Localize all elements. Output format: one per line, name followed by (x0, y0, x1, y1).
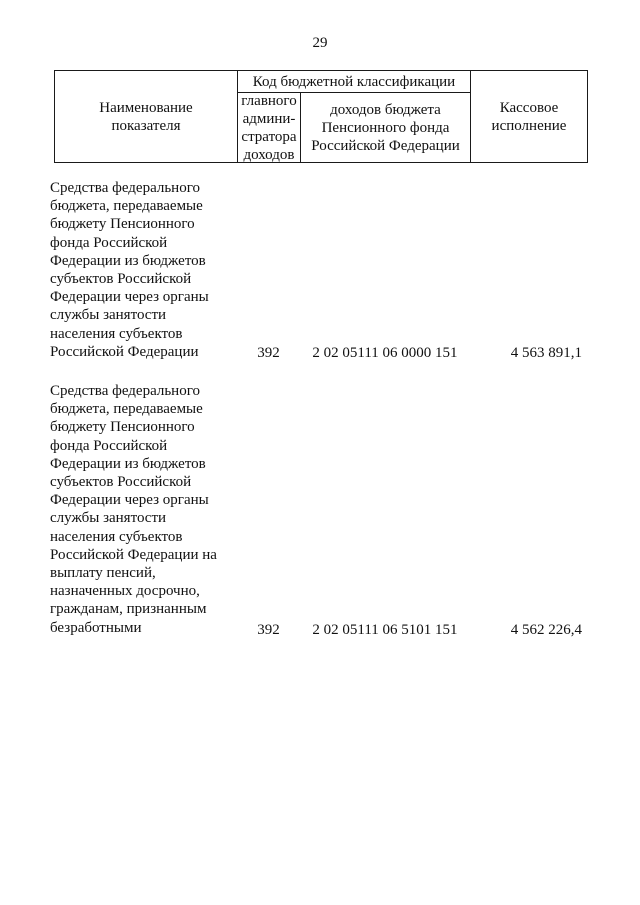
row-income-code: 2 02 05111 06 5101 151 (312, 622, 458, 638)
header-budget-code-group (237, 70, 471, 93)
header-execution (470, 70, 588, 163)
row-admin-code: 392 (257, 345, 280, 361)
header-admin-text: главного админи- стратора доходов (241, 92, 297, 163)
header-name (54, 70, 238, 163)
header-admin (237, 92, 301, 163)
header-name-text: Наименование показателя (99, 99, 193, 134)
row-amount: 4 562 226,4 (510, 622, 582, 638)
row-income-code: 2 02 05111 06 0000 151 (312, 345, 458, 361)
header-income (300, 92, 471, 163)
header-income-text: доходов бюджета Пенсионного фонда Российской Федерации (311, 101, 460, 154)
row-admin-code: 392 (257, 622, 280, 638)
header-budget-code-group-text: Код бюджетной классификации (252, 73, 456, 90)
row-name: Средства федерального бюджета, передаваемые бюджету Пенсионного фонда Российской Федерации из бюджетов субъектов Российской Федерации через органы службы занятости населения субъектов Российской Федерации на выплату пенсий, назначенных досрочно, гражданам, признанным безработными (50, 383, 217, 636)
row-amount: 4 563 891,1 (510, 345, 582, 361)
page-number: 29 (312, 35, 328, 51)
header-execution-text: Кассовое исполнение (491, 99, 567, 134)
row-name: Средства федерального бюджета, передаваемые бюджету Пенсионного фонда Российской Федерации из бюджетов субъектов Российской Федерации через органы службы занятости населения субъектов Российской Федерации (50, 180, 209, 360)
